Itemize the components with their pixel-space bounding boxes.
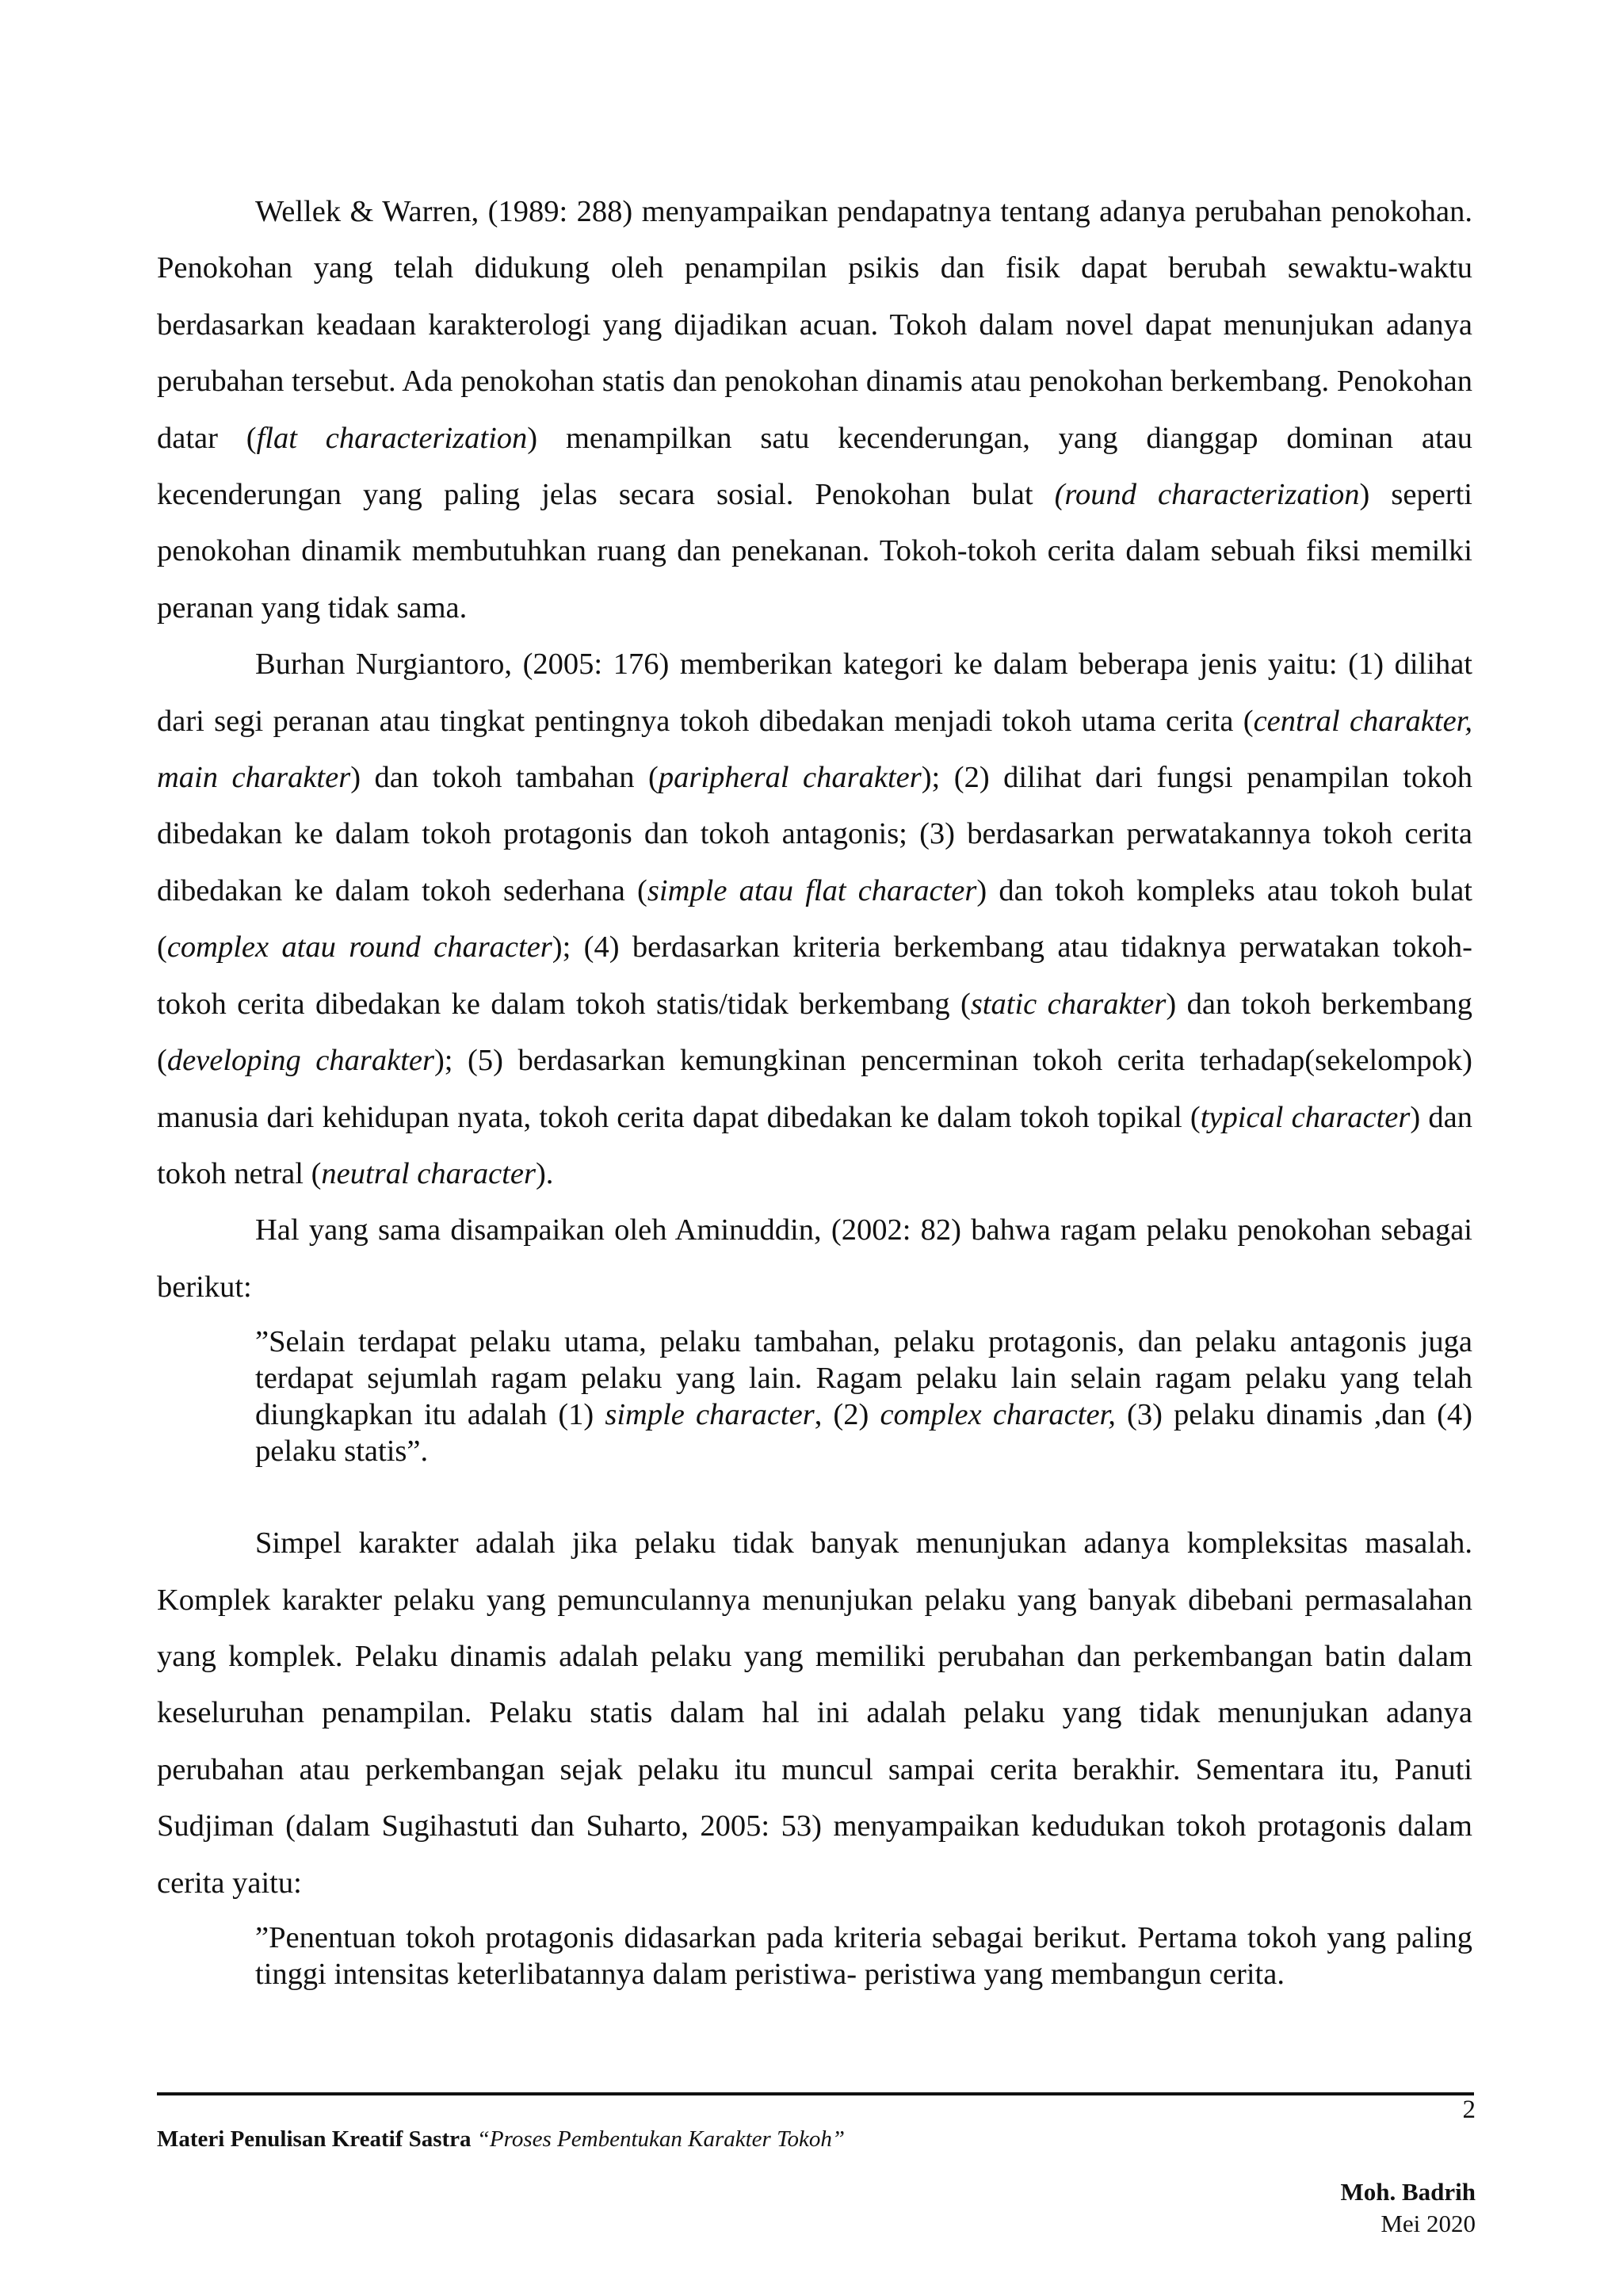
paragraph-penokohan: Wellek & Warren, (1989: 288) menyampaikan pendapatnya tentang adanya perubahan penokohan. Penokohan yang telah didukung oleh penampilan psikis dan fisik dapat berubah sewaktu-waktu berdasarkan keadaan karakterologi yang dijadikan acuan. Tokoh dalam novel dapat menunjukan adanya perubahan tersebut. Ada penokohan statis dan penokohan dinamis atau penokohan berkembang. Penokohan datar (flat characterization) menampilkan satu kecenderungan, yang dianggap dominan atau kecenderungan yang paling jelas secara sosial. Penokohan bulat (round characterization) seperti penokohan dinamik membutuhkan ruang dan penekanan. Tokoh-tokoh cerita dalam sebuah fiksi memilki peranan yang tidak sama.	[157, 195, 1473, 625]
author-name: Moh. Badrih	[1340, 2178, 1476, 2206]
footer-divider	[157, 2092, 1474, 2095]
paragraph-simpel-karakter: Simpel karakter adalah jika pelaku tidak banyak menunjukan adanya kompleksitas masalah. Komplek karakter pelaku yang pemunculannya menunjukan pelaku yang banyak dibebani permasalahan yang komplek. Pelaku dinamis adalah pelaku yang memiliki perubahan dan perkembangan batin dalam keseluruhan penampilan. Pelaku statis dalam hal ini adalah pelaku yang tidak menunjukan adanya perubahan atau perkembangan sejak pelaku itu muncul sampai cerita berakhir. Sementara itu, Panuti Sudjiman (dalam Sugihastuti dan Suharto, 2005: 53) menyampaikan kedudukan tokoh protagonis dalam cerita yaitu:	[157, 1526, 1472, 1900]
footer-title	[157, 2126, 845, 2153]
topic-title: “Proses Pembentukan Karakter Tokoh”	[476, 2126, 846, 2152]
block-quote-sudjiman: ”Penentuan tokoh protagonis didasarkan pada kriteria sebagai berikut. Pertama tokoh yang paling tinggi intensitas keterlibatannya dalam peristiwa- peristiwa yang membangun cerita.	[255, 1920, 1472, 1991]
body-text	[157, 184, 1472, 1992]
footer-author-block	[1340, 2176, 1476, 2240]
publication-date: Mei 2020	[1381, 2210, 1476, 2237]
course-title: Materi Penulisan Kreatif Sastra	[157, 2126, 472, 2152]
block-quote-aminuddin: ”Selain terdapat pelaku utama, pelaku tambahan, pelaku protagonis, dan pelaku antagonis juga terdapat sejumlah ragam pelaku yang lain. Ragam pelaku lain selain ragam pelaku yang telah diungkapkan itu adalah (1) simple character, (2) complex character, (3) pelaku dinamis ,dan (4) pelaku statis”.	[255, 1325, 1472, 1469]
paragraph-kategori-tokoh: Burhan Nurgiantoro, (2005: 176) memberikan kategori ke dalam beberapa jenis yaitu: (1) dilihat dari segi peranan atau tingkat pentingnya tokoh dibedakan menjadi tokoh utama cerita (central charakter, main charakter) dan tokoh tambahan (paripheral charakter); (2) dilihat dari fungsi penampilan tokoh dibedakan ke dalam tokoh protagonis dan tokoh antagonis; (3) berdasarkan perwatakannya tokoh cerita dibedakan ke dalam tokoh sederhana (simple atau flat character) dan tokoh kompleks atau tokoh bulat (complex atau round character); (4) berdasarkan kriteria berkembang atau tidaknya perwatakan tokoh-tokoh cerita dibedakan ke dalam tokoh statis/tidak berkembang (static charakter) dan tokoh berkembang (developing charakter); (5) berdasarkan kemungkinan pencerminan tokoh cerita terhadap(sekelompok) manusia dari kehidupan nyata, tokoh cerita dapat dibedakan ke dalam tokoh topikal (typical character) dan tokoh netral (neutral character).	[157, 648, 1472, 1190]
paragraph-aminuddin: Hal yang sama disampaikan oleh Aminuddin, (2002: 82) bahwa ragam pelaku penokohan sebagai berikut:	[157, 1213, 1472, 1304]
page-number: 2	[1462, 2095, 1476, 2124]
